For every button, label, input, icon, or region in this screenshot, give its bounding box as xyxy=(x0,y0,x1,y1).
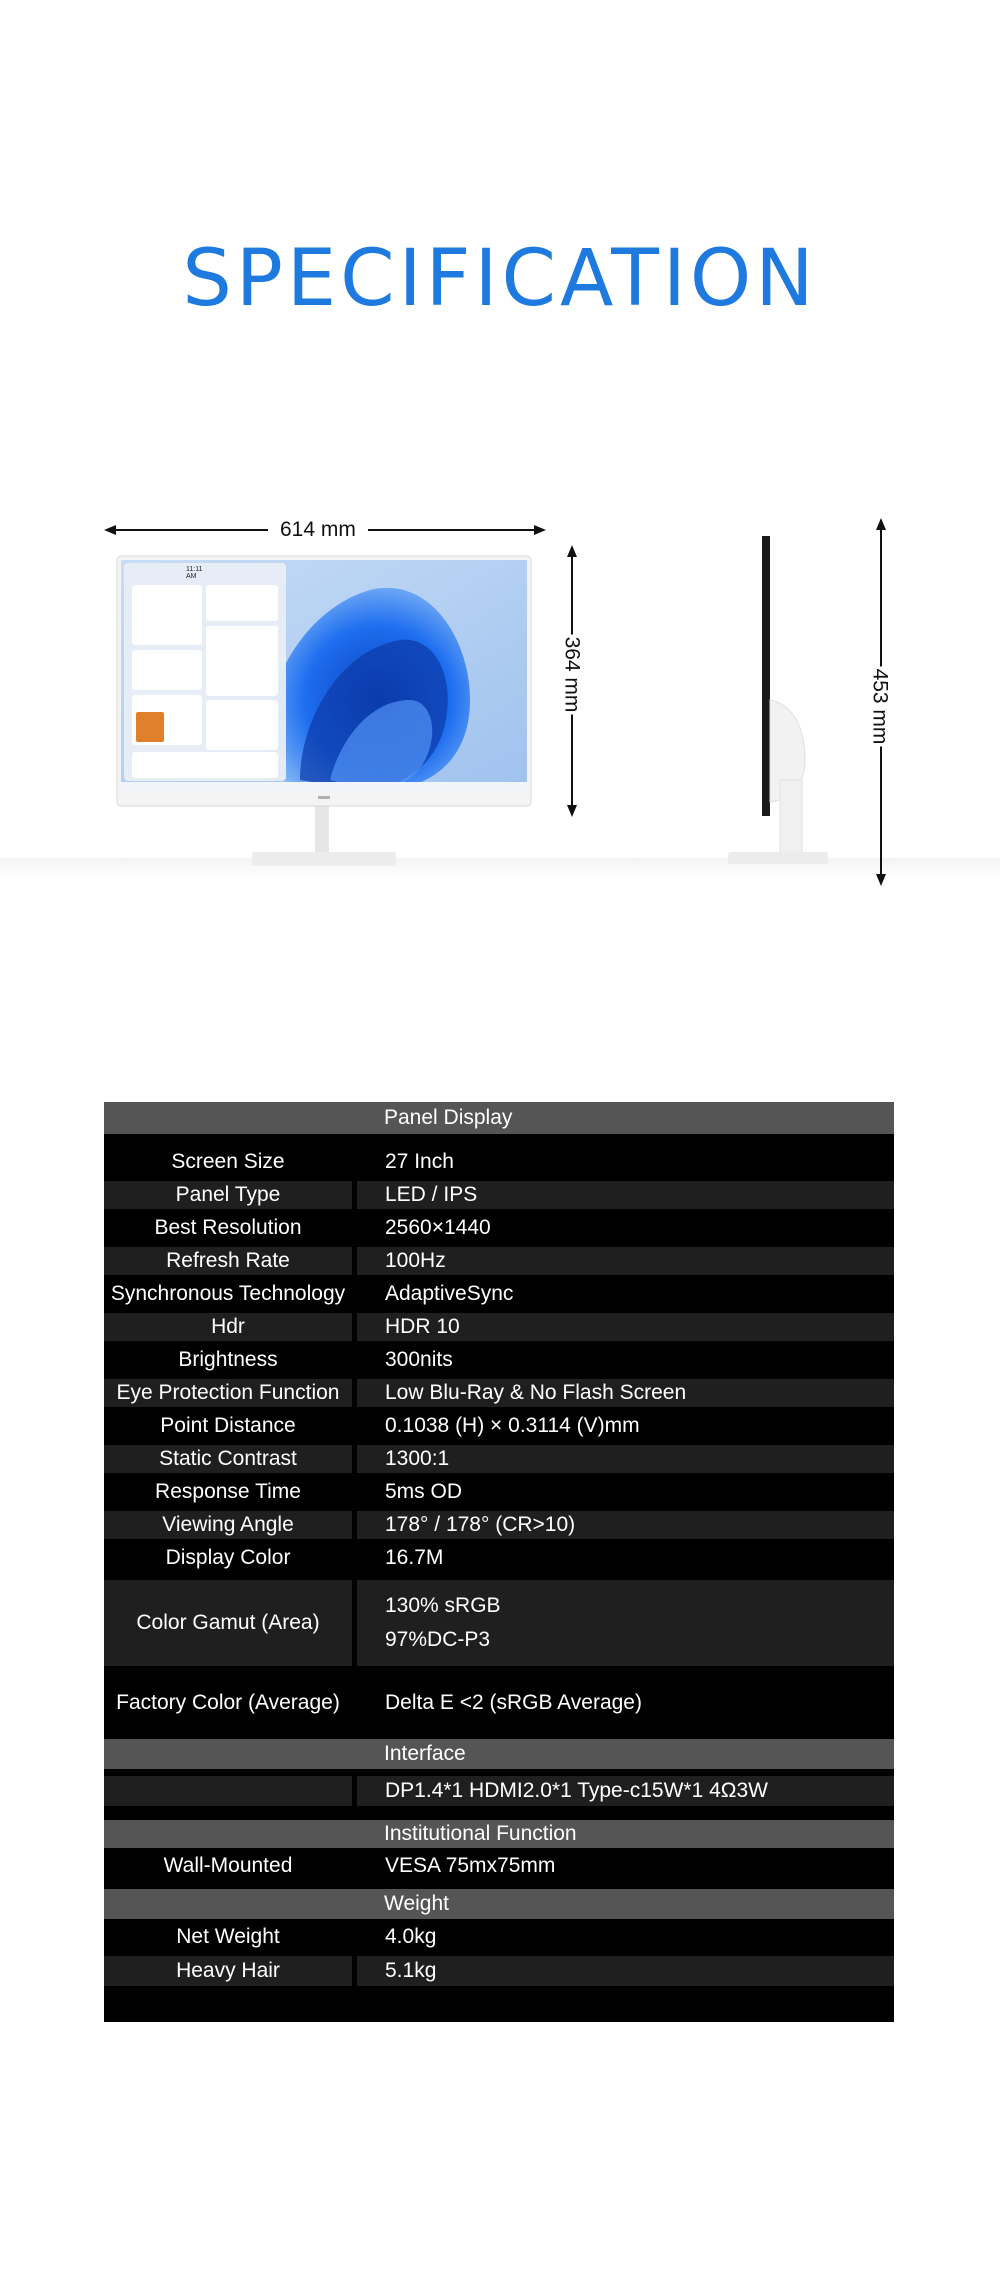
spec-value: 5.1kg xyxy=(357,1956,894,1986)
table-row xyxy=(104,1672,894,1734)
table-row xyxy=(104,1181,894,1209)
width-label: 614 mm xyxy=(268,519,368,540)
table-row xyxy=(104,1544,894,1572)
spec-value: 16.7M xyxy=(357,1544,894,1572)
section-header-panel-display xyxy=(104,1102,894,1134)
spec-value: HDR 10 xyxy=(357,1313,894,1341)
spec-value: 300nits xyxy=(357,1346,894,1374)
table-row xyxy=(104,1247,894,1275)
spec-label: Factory Color (Average) xyxy=(104,1672,352,1734)
arrow-up-icon xyxy=(876,518,886,530)
spec-value: 1300:1 xyxy=(357,1445,894,1473)
section-header-weight xyxy=(104,1889,894,1919)
spec-value: Delta E <2 (sRGB Average) xyxy=(357,1672,894,1734)
table-row xyxy=(104,1148,894,1176)
arrow-down-icon xyxy=(567,805,577,817)
section-header-institutional-function xyxy=(104,1820,894,1848)
arrow-down-icon xyxy=(876,874,886,886)
clock-text: 11:11 AM xyxy=(186,566,203,580)
spec-value: 27 Inch xyxy=(357,1148,894,1176)
section-title: Institutional Function xyxy=(384,1822,577,1845)
spec-label: Color Gamut (Area) xyxy=(104,1580,352,1666)
spec-label: Refresh Rate xyxy=(104,1247,352,1275)
spec-value: 130% sRGB xyxy=(385,1594,501,1617)
table-row xyxy=(104,1214,894,1242)
table-row xyxy=(104,1313,894,1341)
spec-value: 5ms OD xyxy=(357,1478,894,1506)
spec-label: Hdr xyxy=(104,1313,352,1341)
table-row xyxy=(104,1776,894,1806)
table-row xyxy=(104,1478,894,1506)
table-row xyxy=(104,1346,894,1374)
spec-label: Response Time xyxy=(104,1478,352,1506)
spec-value: 2560×1440 xyxy=(357,1214,894,1242)
spec-label: Screen Size xyxy=(104,1148,352,1176)
spec-label: Synchronous Technology xyxy=(104,1280,352,1308)
spec-value: LED / IPS xyxy=(357,1181,894,1209)
table-row xyxy=(104,1511,894,1539)
spec-value: 97%DC-P3 xyxy=(385,1628,491,1651)
table-row xyxy=(104,1956,894,1986)
spec-label: Display Color xyxy=(104,1544,352,1572)
spec-value: VESA 75mx75mm xyxy=(357,1851,894,1881)
table-row xyxy=(104,1922,894,1952)
table-row xyxy=(104,1412,894,1440)
spec-label: Heavy Hair xyxy=(104,1956,352,1986)
spec-value: Low Blu-Ray & No Flash Screen xyxy=(357,1379,894,1407)
spec-value: 4.0kg xyxy=(357,1922,894,1952)
spec-label: Point Distance xyxy=(104,1412,352,1440)
arrow-up-icon xyxy=(567,545,577,557)
table-row xyxy=(104,1280,894,1308)
page-title: SPECIFICATION xyxy=(182,234,818,325)
spec-label: Viewing Angle xyxy=(104,1511,352,1539)
spec-value: 178° / 178° (CR>10) xyxy=(357,1511,894,1539)
spec-value-group xyxy=(357,1580,894,1666)
total-height-label: 453 mm xyxy=(866,667,895,747)
spec-table xyxy=(104,1102,894,2022)
spec-value: AdaptiveSync xyxy=(357,1280,894,1308)
spec-value: DP1.4*1 HDMI2.0*1 Type-c15W*1 4Ω3W xyxy=(357,1776,894,1806)
spec-value: 100Hz xyxy=(357,1247,894,1275)
spec-label: Net Weight xyxy=(104,1922,352,1952)
section-title: Interface xyxy=(384,1742,466,1765)
spec-label: Panel Type xyxy=(104,1181,352,1209)
section-title: Panel Display xyxy=(384,1106,513,1129)
table-row xyxy=(104,1445,894,1473)
table-row xyxy=(104,1851,894,1881)
spec-value: 0.1038 (H) × 0.3114 (V)mm xyxy=(357,1412,894,1440)
spec-label xyxy=(104,1776,352,1806)
spec-label: Brightness xyxy=(104,1346,352,1374)
table-row xyxy=(104,1379,894,1407)
screen-height-label: 364 mm xyxy=(558,635,587,715)
spec-label: Wall-Mounted xyxy=(104,1851,352,1881)
spec-label: Static Contrast xyxy=(104,1445,352,1473)
spec-label: Eye Protection Function xyxy=(104,1379,352,1407)
section-title: Weight xyxy=(384,1892,449,1915)
table-row xyxy=(104,1580,894,1666)
spec-label: Best Resolution xyxy=(104,1214,352,1242)
section-header-interface xyxy=(104,1739,894,1769)
